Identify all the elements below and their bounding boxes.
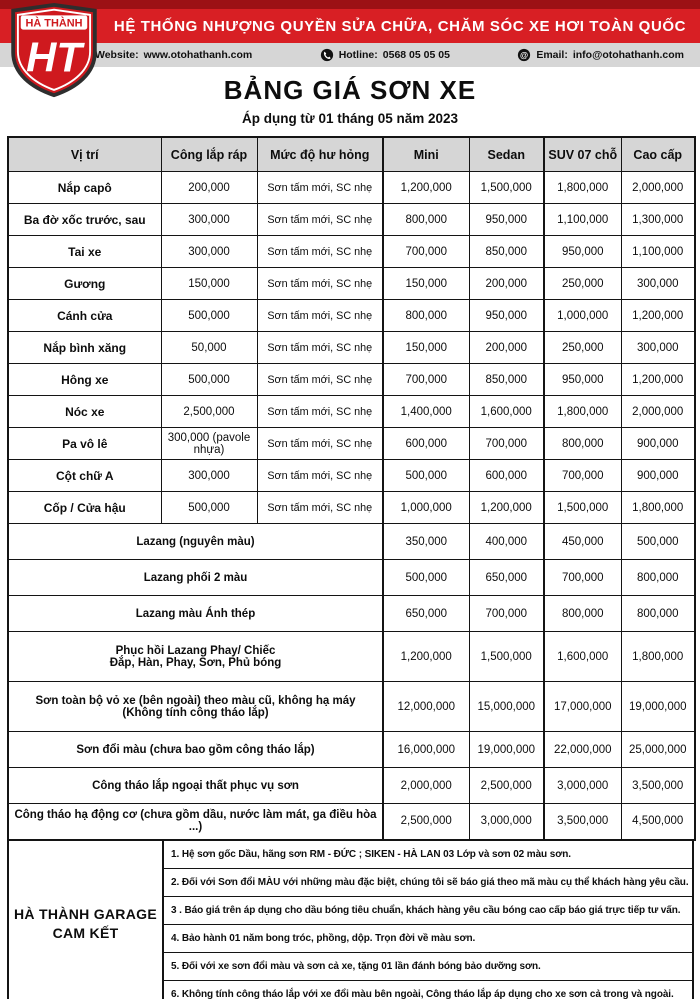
price-cell: 1,800,000 (621, 492, 695, 524)
damage-level-cell: Sơn tấm mới, SC nhẹ (257, 204, 383, 236)
logo-monogram-text: HT (26, 33, 82, 81)
price-cell: 450,000 (544, 524, 621, 560)
table-row (8, 172, 695, 204)
price-cell: 1,600,000 (469, 396, 544, 428)
table-row (8, 460, 695, 492)
price-cell: 600,000 (383, 428, 469, 460)
service-name-cell: Lazang màu Ánh thép (8, 596, 383, 632)
price-cell: 900,000 (621, 428, 695, 460)
table-row (8, 396, 695, 428)
price-cell: 800,000 (544, 596, 621, 632)
hathanh-logo (8, 3, 100, 98)
price-cell: 2,000,000 (383, 768, 469, 804)
price-cell: 1,800,000 (544, 172, 621, 204)
price-cell: 1,000,000 (544, 300, 621, 332)
table-row (8, 492, 695, 524)
email-value: info@otohathanh.com (572, 49, 684, 61)
price-cell: 1,100,000 (621, 236, 695, 268)
svg-text:@: @ (520, 49, 529, 60)
table-row (8, 524, 695, 560)
price-cell: 150,000 (383, 268, 469, 300)
part-name-cell: Ba đờ xốc trước, sau (8, 204, 161, 236)
price-cell: 500,000 (621, 524, 695, 560)
damage-level-cell: Sơn tấm mới, SC nhẹ (257, 332, 383, 364)
service-name-cell: Sơn toàn bộ vỏ xe (bên ngoài) theo màu cũ, không hạ máy (Không tính công tháo lắp) (8, 682, 383, 732)
price-cell: 15,000,000 (469, 682, 544, 732)
labor-cost-cell: 500,000 (161, 300, 257, 332)
part-name-cell: Nắp capô (8, 172, 161, 204)
table-row (8, 236, 695, 268)
website-value: www.otohathanh.com (143, 49, 253, 61)
column-header: Mini (383, 137, 469, 172)
franchise-slogan: HỆ THỐNG NHƯỢNG QUYỀN SỬA CHỮA, CHĂM SÓC XE HƠI TOÀN QUỐC (113, 17, 687, 35)
part-name-cell: Cánh cửa (8, 300, 161, 332)
price-cell: 200,000 (469, 332, 544, 364)
price-cell: 250,000 (544, 332, 621, 364)
column-header: Vị trí (8, 137, 161, 172)
price-cell: 3,000,000 (544, 768, 621, 804)
damage-level-cell: Sơn tấm mới, SC nhẹ (257, 236, 383, 268)
service-name-cell: Lazang phối 2 màu (8, 560, 383, 596)
service-name-cell: Công tháo lắp ngoại thất phục vụ sơn (8, 768, 383, 804)
price-cell: 1,400,000 (383, 396, 469, 428)
price-cell: 800,000 (383, 204, 469, 236)
price-cell: 22,000,000 (544, 732, 621, 768)
price-cell: 950,000 (544, 236, 621, 268)
commitment-note: 6. Không tính công tháo lắp với xe đổi màu bên ngoài, Công tháo lắp áp dụng cho xe sơn cả trong và ngoài. (171, 988, 674, 999)
part-name-cell: Cột chữ A (8, 460, 161, 492)
hotline-value: 0568 05 05 05 (382, 49, 450, 61)
price-cell: 400,000 (469, 524, 544, 560)
price-cell: 1,200,000 (383, 632, 469, 682)
labor-cost-cell: 150,000 (161, 268, 257, 300)
price-table (7, 136, 696, 841)
price-cell: 700,000 (469, 596, 544, 632)
price-cell: 1,100,000 (544, 204, 621, 236)
table-row (8, 732, 695, 768)
price-cell: 300,000 (621, 332, 695, 364)
price-cell: 700,000 (383, 364, 469, 396)
price-cell: 950,000 (469, 204, 544, 236)
table-row (8, 268, 695, 300)
table-row (8, 804, 695, 840)
price-cell: 500,000 (383, 460, 469, 492)
damage-level-cell: Sơn tấm mới, SC nhẹ (257, 268, 383, 300)
labor-cost-cell: 300,000 (pavole nhựa) (161, 428, 257, 460)
website-label: Website: (95, 49, 139, 61)
service-name-cell: Lazang (nguyên màu) (8, 524, 383, 560)
labor-cost-cell: 300,000 (161, 204, 257, 236)
damage-level-cell: Sơn tấm mới, SC nhẹ (257, 460, 383, 492)
price-cell: 2,000,000 (621, 396, 695, 428)
price-cell: 1,500,000 (469, 172, 544, 204)
price-cell: 800,000 (621, 560, 695, 596)
part-name-cell: Pa vô lê (8, 428, 161, 460)
price-cell: 2,500,000 (383, 804, 469, 840)
price-cell: 350,000 (383, 524, 469, 560)
column-header: Cao cấp (621, 137, 695, 172)
damage-level-cell: Sơn tấm mới, SC nhẹ (257, 172, 383, 204)
price-cell: 800,000 (383, 300, 469, 332)
commitment-label-line2: CAM KẾT (52, 925, 119, 941)
price-cell: 19,000,000 (469, 732, 544, 768)
table-row (8, 332, 695, 364)
price-cell: 1,300,000 (621, 204, 695, 236)
table-header-row (8, 137, 695, 172)
email-label: Email: (536, 49, 568, 61)
contact-bar (0, 43, 700, 67)
price-cell: 1,800,000 (621, 632, 695, 682)
price-cell: 4,500,000 (621, 804, 695, 840)
logo-name-text: HÀ THÀNH (25, 17, 83, 30)
price-cell: 1,200,000 (383, 172, 469, 204)
price-cell: 650,000 (383, 596, 469, 632)
price-cell: 3,000,000 (469, 804, 544, 840)
price-cell: 1,200,000 (469, 492, 544, 524)
price-cell: 2,500,000 (469, 768, 544, 804)
labor-cost-cell: 50,000 (161, 332, 257, 364)
price-cell: 700,000 (544, 460, 621, 492)
table-row (8, 204, 695, 236)
price-cell: 1,800,000 (544, 396, 621, 428)
price-cell: 650,000 (469, 560, 544, 596)
table-row (8, 364, 695, 396)
price-cell: 300,000 (621, 268, 695, 300)
price-cell: 500,000 (383, 560, 469, 596)
service-name-cell: Sơn đổi màu (chưa bao gồm công tháo lắp) (8, 732, 383, 768)
service-name-cell: Công tháo hạ động cơ (chưa gồm dầu, nước làm mát, ga điều hòa ...) (8, 804, 383, 840)
labor-cost-cell: 500,000 (161, 364, 257, 396)
damage-level-cell: Sơn tấm mới, SC nhẹ (257, 492, 383, 524)
labor-cost-cell: 300,000 (161, 236, 257, 268)
price-cell: 850,000 (469, 236, 544, 268)
price-cell: 800,000 (544, 428, 621, 460)
column-header: Sedan (469, 137, 544, 172)
price-cell: 12,000,000 (383, 682, 469, 732)
price-cell: 1,600,000 (544, 632, 621, 682)
commitment-note: 2. Đối với Sơn đổi MÀU với những màu đặc biệt, chúng tôi sẽ báo giá theo mã màu cụ thể khách hàng yêu cầu. (164, 869, 692, 897)
price-cell: 600,000 (469, 460, 544, 492)
part-name-cell: Hông xe (8, 364, 161, 396)
price-cell: 2,000,000 (621, 172, 695, 204)
price-cell: 850,000 (469, 364, 544, 396)
price-cell: 250,000 (544, 268, 621, 300)
commitment-note: 1. Hệ sơn gốc Dầu, hãng sơn RM - ĐỨC ; SIKEN - HÀ LAN 03 Lớp và sơn 02 màu sơn. (164, 841, 692, 869)
price-cell: 1,500,000 (469, 632, 544, 682)
price-cell: 17,000,000 (544, 682, 621, 732)
column-header: Công lắp ráp (161, 137, 257, 172)
labor-cost-cell: 2,500,000 (161, 396, 257, 428)
part-name-cell: Gương (8, 268, 161, 300)
price-cell: 200,000 (469, 268, 544, 300)
column-header: SUV 07 chỗ (544, 137, 621, 172)
part-name-cell: Tai xe (8, 236, 161, 268)
effective-date: Áp dụng từ 01 tháng 05 năm 2023 (241, 111, 459, 126)
price-cell: 950,000 (544, 364, 621, 396)
commitment-label-line1: HÀ THÀNH GARAGE (14, 906, 157, 922)
price-cell: 19,000,000 (621, 682, 695, 732)
commitment-notes (164, 841, 692, 999)
email-contact (517, 48, 684, 62)
table-row (8, 632, 695, 682)
damage-level-cell: Sơn tấm mới, SC nhẹ (257, 396, 383, 428)
table-row (8, 768, 695, 804)
labor-cost-cell: 500,000 (161, 492, 257, 524)
price-cell: 950,000 (469, 300, 544, 332)
table-row (8, 300, 695, 332)
table-row (8, 682, 695, 732)
table-row (8, 596, 695, 632)
price-cell: 700,000 (544, 560, 621, 596)
page-title: BẢNG GIÁ SƠN XE (223, 75, 477, 105)
labor-cost-cell: 200,000 (161, 172, 257, 204)
price-cell: 700,000 (469, 428, 544, 460)
price-cell: 25,000,000 (621, 732, 695, 768)
price-cell: 3,500,000 (621, 768, 695, 804)
price-cell: 1,200,000 (621, 364, 695, 396)
column-header: Mức độ hư hỏng (257, 137, 383, 172)
commitment-note: 3 . Báo giá trên áp dụng cho dầu bóng tiêu chuẩn, khách hàng yêu cầu bóng cao cấp báo giá trực tiếp tư vấn. (164, 897, 692, 925)
franchise-banner (0, 9, 700, 43)
website-contact (76, 48, 252, 62)
table-row (8, 428, 695, 460)
damage-level-cell: Sơn tấm mới, SC nhẹ (257, 428, 383, 460)
labor-cost-cell: 300,000 (161, 460, 257, 492)
damage-level-cell: Sơn tấm mới, SC nhẹ (257, 300, 383, 332)
commitment-note: 4. Bảo hành 01 năm bong tróc, phồng, dộp. Trọn đời về màu sơn. (164, 925, 692, 953)
hotline-contact (320, 48, 450, 62)
commitment-note: 5. Đối với xe sơn đổi màu và sơn cả xe, tặng 01 lần đánh bóng bảo dưỡng sơn. (164, 953, 692, 981)
email-icon (517, 48, 531, 62)
price-cell: 700,000 (383, 236, 469, 268)
service-name-cell: Phục hồi Lazang Phay/ Chiếc Đắp, Hàn, Phay, Sơn, Phủ bóng (8, 632, 383, 682)
table-row (8, 560, 695, 596)
part-name-cell: Nắp bình xăng (8, 332, 161, 364)
price-cell: 1,200,000 (621, 300, 695, 332)
commitment-section (7, 841, 694, 999)
damage-level-cell: Sơn tấm mới, SC nhẹ (257, 364, 383, 396)
price-cell: 800,000 (621, 596, 695, 632)
part-name-cell: Nóc xe (8, 396, 161, 428)
banner-top-strip (0, 0, 700, 9)
price-cell: 900,000 (621, 460, 695, 492)
part-name-cell: Cốp / Cửa hậu (8, 492, 161, 524)
price-cell: 16,000,000 (383, 732, 469, 768)
hotline-label: Hotline: (338, 49, 378, 61)
commitment-label (9, 841, 164, 999)
phone-icon (320, 48, 334, 62)
price-cell: 1,000,000 (383, 492, 469, 524)
price-cell: 3,500,000 (544, 804, 621, 840)
price-cell: 1,500,000 (544, 492, 621, 524)
price-cell: 150,000 (383, 332, 469, 364)
